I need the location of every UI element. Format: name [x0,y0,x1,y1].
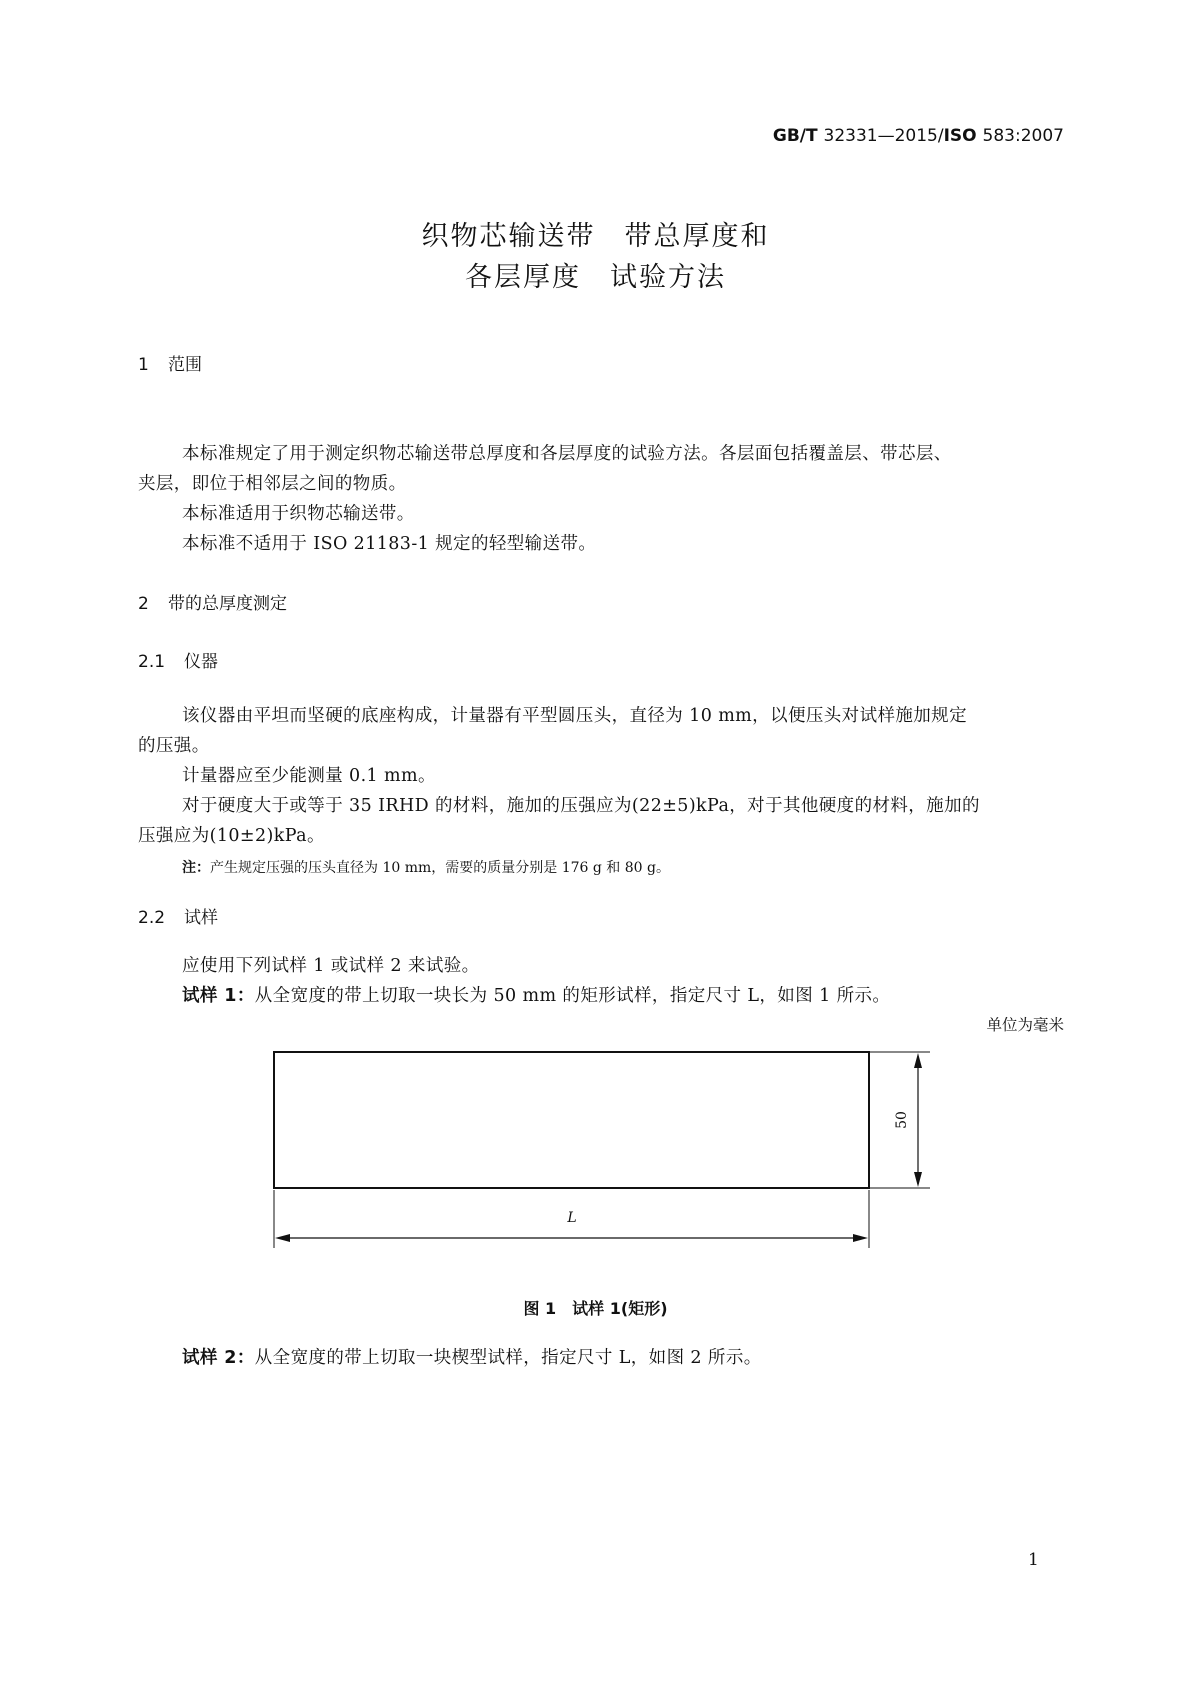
arrow-up [914,1053,922,1068]
std-num: 32331—2015/ [823,126,944,146]
title-line-1: 织物芯输送带 带总厚度和 [421,221,770,252]
sec21-para2: 计量器应至少能测量 0.1 mm。 [182,766,436,786]
sec1-para1-line1: 本标准规定了用于测定织物芯输送带总厚度和各层厚度的试验方法。各层面包括覆盖层、带芯层、 [182,444,952,464]
dimension-label-length: L [567,1210,577,1226]
specimen-2-text: 从全宽度的带上切取一块楔型试样，指定尺寸 L，如图 2 所示。 [254,1348,762,1368]
section-2-2-title: 试样 [184,908,218,928]
title-line-2: 各层厚度 试验方法 [465,262,726,293]
arrow-right [853,1234,868,1242]
sec1-para3: 本标准不适用于 ISO 21183-1 规定的轻型输送带。 [182,534,597,554]
section-2-1-title: 仪器 [184,652,218,672]
sec21-para3-line1: 对于硬度大于或等于 35 IRHD 的材料，施加的压强应为(22±5)kPa，对于其他硬度的材料，施加的 [182,796,980,816]
specimen-1-label: 试样 1： [182,986,255,1006]
std-prefix: GB/T [772,126,818,146]
specimen-rectangle [274,1052,869,1188]
section-2-number: 2 [138,594,149,614]
sec21-para3-line2: 压强应为(10±2)kPa。 [138,826,325,846]
sec22-para1: 应使用下列试样 1 或试样 2 来试验。 [182,956,480,976]
section-2-2-number: 2.2 [138,908,166,928]
arrow-left [275,1234,290,1242]
iso-num: 583:2007 [982,126,1064,146]
sec21-para1-line1: 该仪器由平坦而坚硬的底座构成，计量器有平型圆压头，直径为 10 mm，以便压头对试样施加规定 [182,706,967,726]
section-2-1-number: 2.1 [138,652,166,672]
note-text: 产生规定压强的压头直径为 10 mm，需要的质量分别是 176 g 和 80 g。 [210,860,670,876]
sec1-para1-line2: 夹层，即位于相邻层之间的物质。 [138,474,407,494]
page-number: 1 [1028,1550,1039,1570]
specimen-2-label: 试样 2： [182,1348,255,1368]
figure-1-caption: 图 1 试样 1(矩形) [523,1299,668,1318]
section-1-title: 范围 [168,355,202,375]
iso-prefix: ISO [943,126,977,146]
specimen-2-line [182,1344,762,1369]
section-2-title: 带的总厚度测定 [168,594,287,614]
unit-note: 单位为毫米 [986,1016,1064,1034]
sec1-para2: 本标准适用于织物芯输送带。 [182,504,415,524]
dimension-label-height: 50 [894,1111,910,1129]
specimen-1-text: 从全宽度的带上切取一块长为 50 mm 的矩形试样，指定尺寸 L，如图 1 所示。 [254,986,891,1006]
sec21-para1-line2: 的压强。 [138,736,210,756]
arrow-down [914,1172,922,1187]
section-1-number: 1 [138,355,149,375]
note-label: 注： [182,860,210,876]
